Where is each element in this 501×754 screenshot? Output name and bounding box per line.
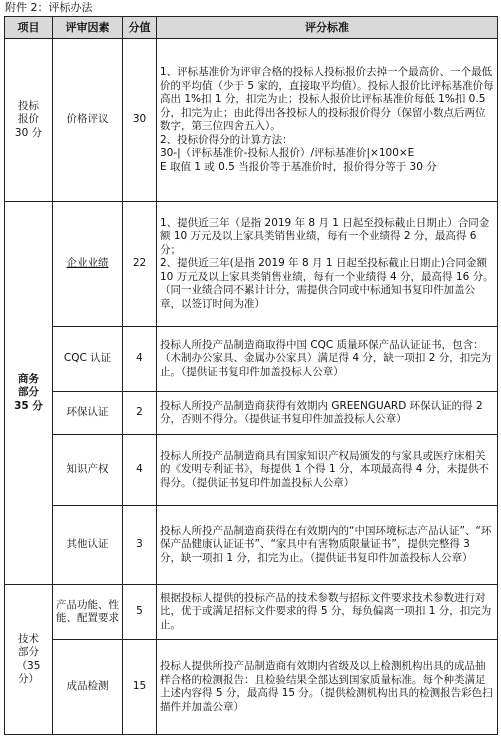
standard-cell: 1、提供近三年（是指 2019 年 8 月 1 日起至投标截止日期止）合同金额 10 万元及以上家具类销售业绩，每有一个业绩得 2 分，最高得 6 分； 2、提供近三年(是指 2019 年 8 月 1 日起至投标截止日期止)合同金额 10 万元及以上家具类销售业绩，每有一个业绩得 4 分，最高得 16 分。 （同一业绩合同不累计计分，需提供合同或中标通知书复印件加盖公章，以签订时间为准） bbox=[157, 202, 498, 327]
header-factor: 评审因素 bbox=[53, 17, 123, 39]
table-row bbox=[5, 506, 498, 585]
category-price: 投标 报价 30 分 bbox=[5, 39, 53, 202]
factor-cell: CQC 认证 bbox=[53, 327, 123, 392]
standard-cell: 投标人提供所投产品制造商有效期内省级及以上检测机构出具的成品抽样合格的检测报告：且检验结果全部达到国家质量标准。每个种类满足上述内容得 5 分，最高得 15 分。（提供检测机构出具的检测报告彩色扫描件并加盖公章） bbox=[157, 640, 498, 735]
score-cell: 30 bbox=[123, 39, 157, 202]
factor-cell: 知识产权 bbox=[53, 435, 123, 506]
factor-cell: 其他认证 bbox=[53, 506, 123, 585]
standard-cell: 1、评标基准价为评审合格的投标人投标报价去掉一个最高价、一个最低价的平均值（少于 5 家的，直接取平均值）。投标人报价比评标基准价每高出 1%扣 1 分，扣完为止；投标人报价比评标基准价每低 1%扣 0.5 分，扣完为止；由此得出各投标人的投标报价得分（保留小数点后两位数字，第三位四舍五入）。 2、投标价得分的计算方法： 30-|（评标基准价-投标人报价）/评标基准价|×100×E E 取值 1 或 0.5 当报价等于基准价时，报价得分等于 30 分 bbox=[157, 39, 498, 202]
factor-cell: 价格评议 bbox=[53, 39, 123, 202]
standard-cell: 投标人所投产品制造商获得在有效期内的“中国环境标志产品认证”、“环保产品健康认证证书”、“家具中有害物质限量证书”，提供完整得 3 分，缺一项扣 1 分，扣完为止。（提供证书复印件加盖投标人公章） bbox=[157, 506, 498, 585]
table-row bbox=[5, 202, 498, 327]
factor-cell: 产品功能、性能、配置要求 bbox=[53, 585, 123, 640]
score-cell: 2 bbox=[123, 392, 157, 435]
score-cell: 4 bbox=[123, 435, 157, 506]
table-row bbox=[5, 585, 498, 640]
factor-cell: 成品检测 bbox=[53, 640, 123, 735]
header-project: 项目 bbox=[5, 17, 53, 39]
standard-cell: 根据投标人提供的投标产品的技术参数与招标文件要求技术参数进行对比，优于或满足招标文件要求的得 5 分，每负偏离一项扣 1 分，扣完为止。 bbox=[157, 585, 498, 640]
table-row bbox=[5, 435, 498, 506]
score-cell: 4 bbox=[123, 327, 157, 392]
scoring-table bbox=[4, 16, 498, 735]
table-row bbox=[5, 392, 498, 435]
standard-cell: 投标人所投产品制造商取得中国 CQC 质量环保产品认证证书，包含：（木制办公家具、金属办公家具）满足得 4 分，缺一项扣 2 分，扣完为止。（提供证书复印件加盖投标人公章） bbox=[157, 327, 498, 392]
score-cell: 3 bbox=[123, 506, 157, 585]
header-standard: 评分标准 bbox=[157, 17, 498, 39]
category-business: 商务 部分 35 分 bbox=[5, 202, 53, 585]
table-row bbox=[5, 640, 498, 735]
page-title: 附件 2：评标办法 bbox=[5, 1, 93, 14]
table-row bbox=[5, 327, 498, 392]
score-cell: 5 bbox=[123, 585, 157, 640]
header-score: 分值 bbox=[123, 17, 157, 39]
table-row bbox=[5, 39, 498, 202]
category-technical: 技术 部分 （35 分） bbox=[5, 585, 53, 735]
standard-cell: 投标人所投产品制造商获得有效期内 GREENGUARD 环保认证的得 2 分，否则不得分。（提供证书复印件加盖投标人公章） bbox=[157, 392, 498, 435]
score-cell: 15 bbox=[123, 640, 157, 735]
factor-cell: 企业业绩 bbox=[53, 202, 123, 327]
score-cell: 22 bbox=[123, 202, 157, 327]
table-header-row bbox=[5, 17, 498, 39]
standard-cell: 投标人所投产品制造商具有国家知识产权局颁发的与家具或医疗床相关的《发明专利证书》，每提供 1 个得 1 分，本项最高得 4 分，未提供不得分。（提供证书复印件加盖投标人公章） bbox=[157, 435, 498, 506]
factor-cell: 环保认证 bbox=[53, 392, 123, 435]
